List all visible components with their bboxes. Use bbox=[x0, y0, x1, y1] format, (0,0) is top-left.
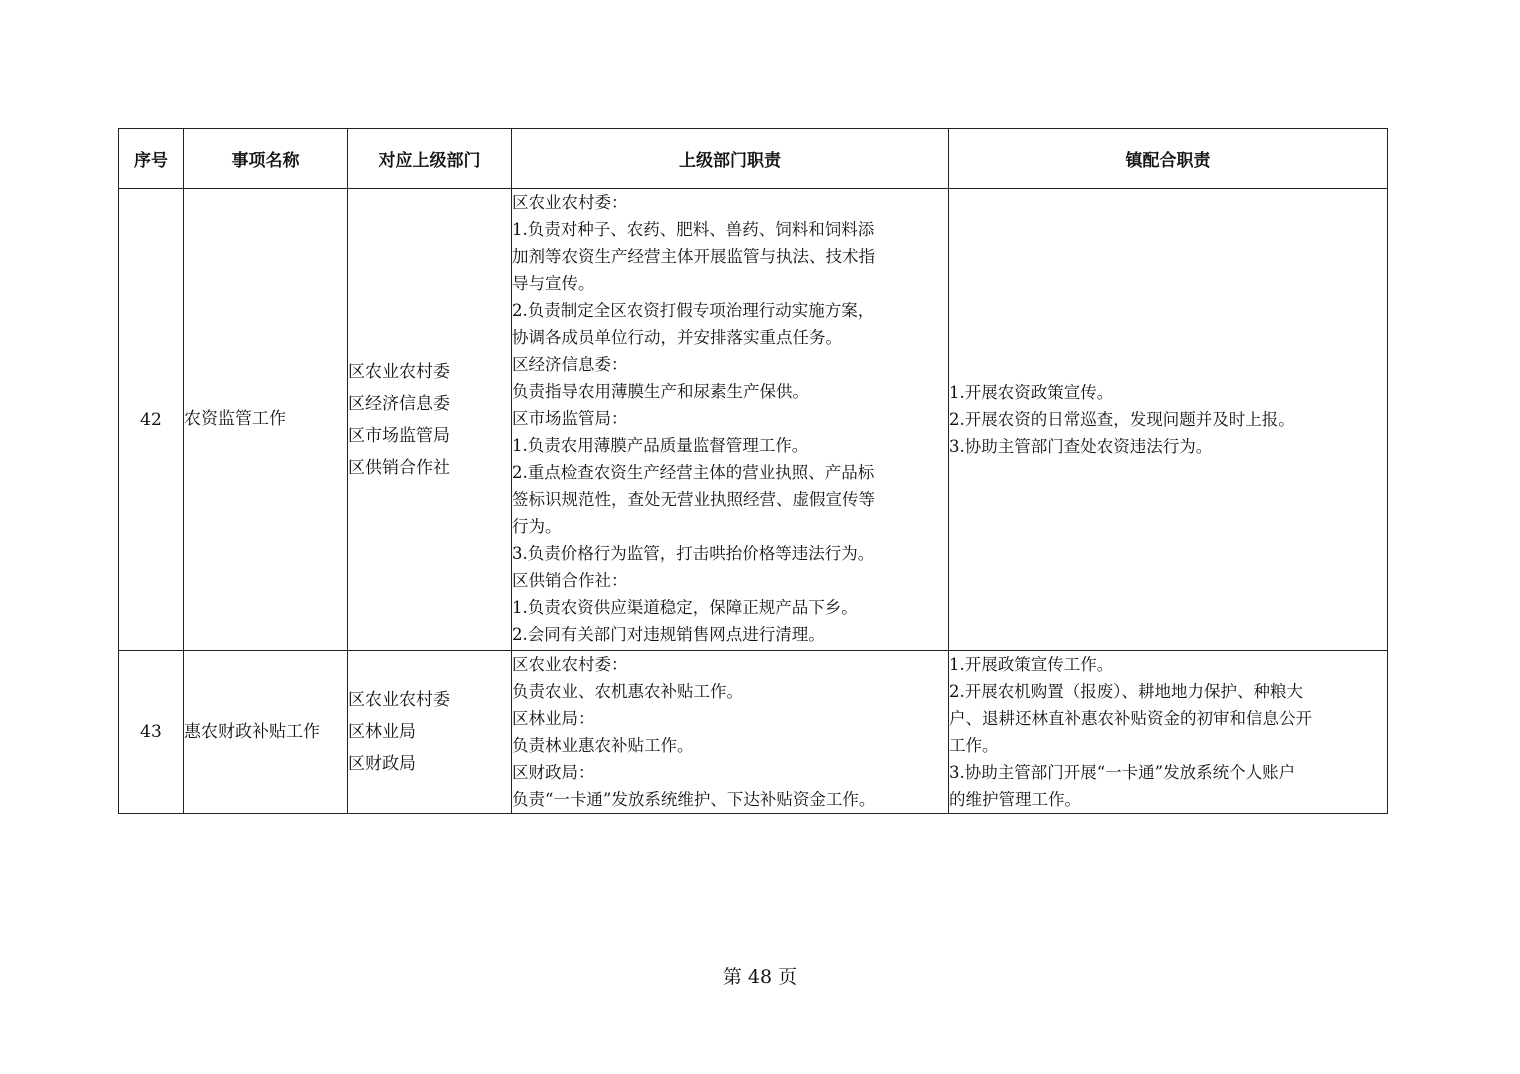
duty-line: 区供销合作社： bbox=[512, 571, 628, 590]
duty-line: 负责“一卡通”发放系统维护、下达补贴资金工作。 bbox=[512, 790, 876, 809]
duty-line: 协调各成员单位行动，并安排落实重点任务。 bbox=[512, 328, 842, 347]
superior-duties bbox=[512, 651, 949, 814]
table-row bbox=[119, 189, 1388, 651]
duty-line: 区经济信息委： bbox=[512, 355, 628, 374]
dept-item: 区财政局 bbox=[348, 754, 416, 774]
dept-item: 区林业局 bbox=[348, 722, 416, 742]
duty-line: 签标识规范性，查处无营业执照经营、虚假宣传等 bbox=[512, 490, 875, 509]
town-duty-line: 的维护管理工作。 bbox=[949, 790, 1081, 809]
dept-item: 区农业农村委 bbox=[348, 690, 450, 710]
duty-line: 区农业农村委： bbox=[512, 193, 628, 212]
duty-line: 导与宣传。 bbox=[512, 274, 595, 293]
town-duty-line: 3.协助主管部门开展“一卡通”发放系统个人账户 bbox=[949, 763, 1296, 782]
duty-line: 加剂等农资生产经营主体开展监管与执法、技术指 bbox=[512, 247, 875, 266]
duty-line: 1.负责对种子、农药、肥料、兽药、饲料和饲料添 bbox=[512, 220, 875, 239]
duty-line: 2.重点检查农资生产经营主体的营业执照、产品标 bbox=[512, 463, 875, 482]
duty-line: 2.会同有关部门对违规销售网点进行清理。 bbox=[512, 625, 825, 644]
responsibility-table bbox=[118, 128, 1388, 814]
duty-line: 2.负责制定全区农资打假专项治理行动实施方案， bbox=[512, 301, 875, 320]
duty-line: 区市场监管局： bbox=[512, 409, 628, 428]
table-header bbox=[119, 129, 1388, 189]
superior-dept-list bbox=[348, 651, 512, 814]
town-duties bbox=[949, 189, 1388, 651]
header-superior-duties: 上级部门职责 bbox=[512, 129, 949, 189]
row-number: 42 bbox=[119, 189, 184, 651]
duty-line: 负责林业惠农补贴工作。 bbox=[512, 736, 694, 755]
dept-item: 区经济信息委 bbox=[348, 393, 450, 414]
town-duties bbox=[949, 651, 1388, 814]
duty-line: 负责指导农用薄膜生产和尿素生产保供。 bbox=[512, 382, 809, 401]
header-seq: 序号 bbox=[119, 129, 184, 189]
town-duty-line: 2.开展农机购置（报废）、耕地地力保护、种粮大 bbox=[949, 682, 1303, 701]
table-row bbox=[119, 651, 1388, 814]
header-town-duties: 镇配合职责 bbox=[949, 129, 1388, 189]
duty-line: 1.负责农用薄膜产品质量监督管理工作。 bbox=[512, 436, 809, 455]
duty-line: 区农业农村委： bbox=[512, 655, 628, 674]
duty-line: 1.负责农资供应渠道稳定，保障正规产品下乡。 bbox=[512, 598, 858, 617]
duty-line: 区财政局： bbox=[512, 763, 595, 782]
dept-item: 区农业农村委 bbox=[348, 361, 450, 382]
town-duty-line: 工作。 bbox=[949, 736, 999, 755]
dept-item: 区供销合作社 bbox=[348, 457, 450, 478]
town-duty-line: 1.开展农资政策宣传。 bbox=[949, 383, 1114, 402]
superior-duties bbox=[512, 189, 949, 651]
duty-line: 行为。 bbox=[512, 517, 562, 536]
dept-item: 区市场监管局 bbox=[348, 425, 450, 446]
header-item-name: 事项名称 bbox=[184, 129, 348, 189]
town-duty-line: 1.开展政策宣传工作。 bbox=[949, 655, 1114, 674]
page-number: 第 48 页 bbox=[722, 966, 798, 988]
duty-line: 区林业局： bbox=[512, 709, 595, 728]
duty-line: 3.负责价格行为监管，打击哄抬价格等违法行为。 bbox=[512, 544, 875, 563]
item-name: 农资监管工作 bbox=[184, 189, 348, 651]
town-duty-line: 户、退耕还林直补惠农补贴资金的初审和信息公开 bbox=[949, 709, 1312, 728]
town-duty-line: 3.协助主管部门查处农资违法行为。 bbox=[949, 437, 1213, 456]
duty-line: 负责农业、农机惠农补贴工作。 bbox=[512, 682, 743, 701]
header-superior-dept: 对应上级部门 bbox=[348, 129, 512, 189]
town-duty-line: 2.开展农资的日常巡查，发现问题并及时上报。 bbox=[949, 410, 1295, 429]
row-number: 43 bbox=[119, 651, 184, 814]
superior-dept-list bbox=[348, 189, 512, 651]
item-name: 惠农财政补贴工作 bbox=[184, 651, 348, 814]
